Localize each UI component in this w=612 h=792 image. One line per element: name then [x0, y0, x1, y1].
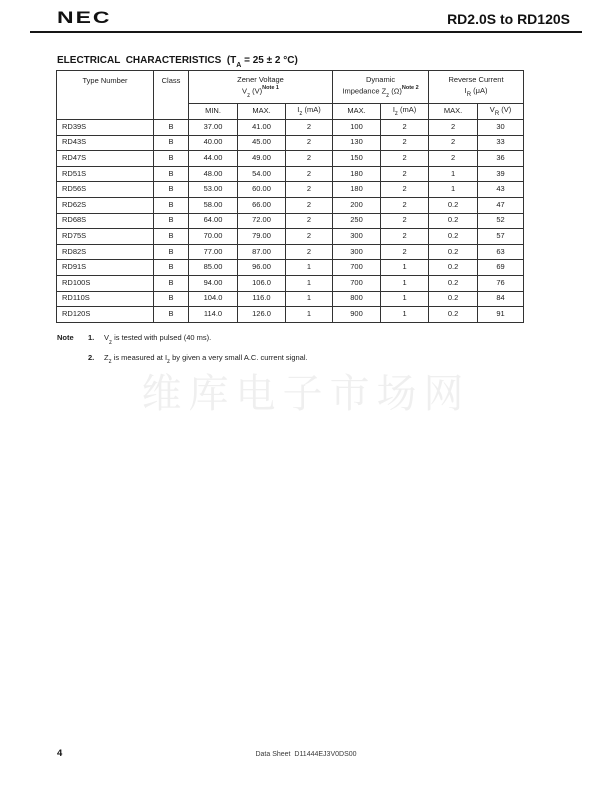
cell-value: 700	[333, 260, 381, 276]
cell-value: B	[154, 213, 189, 229]
subheader-ir-max: MAX.	[429, 104, 478, 120]
cell-value: 2	[381, 244, 429, 260]
col-header-type-number: Type Number	[57, 71, 154, 120]
cell-value: 104.0	[189, 291, 238, 307]
watermark: 维库电子市场网	[141, 372, 471, 416]
cell-type-number: RD100S	[57, 275, 154, 291]
cell-value: 1	[381, 307, 429, 323]
table-row	[57, 260, 524, 276]
table-row	[57, 291, 524, 307]
group-header-zener-voltage	[189, 71, 333, 104]
cell-value: 0.2	[429, 197, 478, 213]
cell-value: 41.00	[238, 120, 286, 136]
cell-value: 2	[381, 135, 429, 151]
section-title-condition: = 25 ± 2 °C)	[241, 55, 298, 66]
cell-type-number: RD75S	[57, 229, 154, 245]
cell-value: B	[154, 244, 189, 260]
cell-value: 94.00	[189, 275, 238, 291]
note-2-number: 2.	[88, 352, 95, 362]
cell-value: 1	[286, 275, 333, 291]
nec-logo: NEC	[57, 8, 112, 27]
table-row	[57, 120, 524, 136]
table-row	[57, 229, 524, 245]
cell-value: 180	[333, 166, 381, 182]
cell-value: 2	[381, 120, 429, 136]
page-number: 4	[57, 748, 63, 759]
cell-value: 91	[478, 307, 524, 323]
cell-value: 1	[286, 307, 333, 323]
vr-unit: (V)	[499, 104, 512, 114]
cell-value: B	[154, 135, 189, 151]
cell-value: 0.2	[429, 229, 478, 245]
cell-value: 0.2	[429, 244, 478, 260]
dynamic-unit: (Ω)	[389, 86, 402, 96]
dynamic-group-title: Dynamic	[365, 74, 396, 84]
cell-value: 1	[381, 260, 429, 276]
cell-value: 2	[429, 120, 478, 136]
iz-symbol-sub: z	[299, 111, 303, 118]
subheader-zz-max: MAX.	[333, 104, 381, 120]
iz-symbol: I	[392, 104, 395, 114]
cell-value: 2	[286, 166, 333, 182]
subheader-vz-iz	[286, 104, 333, 120]
cell-value: 300	[333, 244, 381, 260]
cell-value: 116.0	[238, 291, 286, 307]
iz-symbol-sub: z	[394, 111, 398, 118]
cell-value: 114.0	[189, 307, 238, 323]
cell-type-number: RD43S	[57, 135, 154, 151]
table-row	[57, 166, 524, 182]
note-1-body: is tested with pulsed (40 ms).	[112, 333, 212, 342]
zener-group-title: Zener Voltage	[237, 74, 284, 84]
zener-symbol: V	[242, 86, 248, 96]
table-row	[57, 307, 524, 323]
iz-symbol: I	[297, 104, 300, 114]
cell-value: B	[154, 275, 189, 291]
cell-type-number: RD82S	[57, 244, 154, 260]
cell-value: 900	[333, 307, 381, 323]
table-row	[57, 213, 524, 229]
cell-value: 2	[381, 197, 429, 213]
iz-unit: (mA)	[302, 104, 321, 114]
zener-symbol-sub: z	[247, 92, 251, 99]
cell-value: 2	[381, 151, 429, 167]
note-1-symbol: V	[104, 333, 110, 342]
cell-value: 200	[333, 197, 381, 213]
cell-value: 2	[381, 166, 429, 182]
subheader-vz-min: MIN.	[189, 104, 238, 120]
cell-value: 100	[333, 120, 381, 136]
cell-value: 150	[333, 151, 381, 167]
cell-value: 126.0	[238, 307, 286, 323]
cell-value: 48.00	[189, 166, 238, 182]
group-header-reverse-current	[429, 71, 524, 104]
section-title	[57, 55, 298, 68]
cell-value: 49.00	[238, 151, 286, 167]
cell-value: 2	[429, 151, 478, 167]
reverse-group-title: Reverse Current	[448, 74, 504, 84]
table-row	[57, 135, 524, 151]
note-1-symbol-sub: z	[109, 339, 113, 346]
cell-value: 2	[381, 182, 429, 198]
cell-value: 0.2	[429, 260, 478, 276]
cell-value: 300	[333, 229, 381, 245]
cell-type-number: RD47S	[57, 151, 154, 167]
cell-value: 69	[478, 260, 524, 276]
document-title: RD2.0S to RD120S	[447, 11, 570, 27]
cell-type-number: RD51S	[57, 166, 154, 182]
cell-value: 1	[286, 260, 333, 276]
cell-value: 2	[381, 213, 429, 229]
cell-value: 2	[286, 213, 333, 229]
cell-value: 2	[286, 151, 333, 167]
cell-value: 53.00	[189, 182, 238, 198]
cell-value: 44.00	[189, 151, 238, 167]
cell-value: 57	[478, 229, 524, 245]
cell-value: 700	[333, 275, 381, 291]
subheader-zz-iz	[381, 104, 429, 120]
cell-value: 79.00	[238, 229, 286, 245]
cell-value: B	[154, 291, 189, 307]
subheader-vz-max: MAX.	[238, 104, 286, 120]
subheader-vr	[478, 104, 524, 120]
table-row	[57, 244, 524, 260]
dynamic-symbol-sub: z	[386, 92, 390, 99]
cell-value: 39	[478, 166, 524, 182]
cell-value: 64.00	[189, 213, 238, 229]
cell-value: B	[154, 182, 189, 198]
table-row	[57, 275, 524, 291]
cell-value: 180	[333, 182, 381, 198]
cell-value: 60.00	[238, 182, 286, 198]
cell-value: 2	[286, 229, 333, 245]
cell-value: 2	[286, 197, 333, 213]
cell-value: 2	[429, 135, 478, 151]
vr-symbol: V	[489, 104, 495, 114]
note-label: Note	[57, 333, 74, 342]
cell-value: 1	[429, 182, 478, 198]
cell-value: B	[154, 260, 189, 276]
table-row	[57, 151, 524, 167]
reverse-unit: (μA)	[471, 85, 488, 95]
col-header-class: Class	[154, 71, 189, 120]
note-2-symbol: Z	[104, 352, 109, 362]
zener-unit: (V)	[250, 86, 263, 96]
note-2-body-2: by given a very small A.C. current signal.	[170, 352, 308, 362]
cell-value: 54.00	[238, 166, 286, 182]
cell-value: 52	[478, 213, 524, 229]
cell-value: 0.2	[429, 291, 478, 307]
cell-value: 0.2	[429, 275, 478, 291]
cell-value: 77.00	[189, 244, 238, 260]
dynamic-note-ref: Note 2	[401, 84, 419, 91]
cell-value: 72.00	[238, 213, 286, 229]
note-2-symbol-sub: z	[108, 359, 112, 365]
cell-value: 58.00	[189, 197, 238, 213]
cell-type-number: RD39S	[57, 120, 154, 136]
cell-value: 250	[333, 213, 381, 229]
note-1-text	[104, 330, 211, 350]
cell-type-number: RD68S	[57, 213, 154, 229]
cell-type-number: RD120S	[57, 307, 154, 323]
note-2-body-1: is measured at I	[111, 352, 168, 362]
cell-value: 800	[333, 291, 381, 307]
cell-value: 70.00	[189, 229, 238, 245]
table-row	[57, 197, 524, 213]
cell-value: 63	[478, 244, 524, 260]
cell-value: B	[154, 151, 189, 167]
cell-value: 36	[478, 151, 524, 167]
cell-value: 33	[478, 135, 524, 151]
cell-type-number: RD91S	[57, 260, 154, 276]
header-rule	[30, 31, 582, 33]
cell-value: 1	[286, 291, 333, 307]
cell-value: 96.00	[238, 260, 286, 276]
cell-type-number: RD110S	[57, 291, 154, 307]
cell-value: 0.2	[429, 213, 478, 229]
cell-value: 1	[381, 275, 429, 291]
note-1-number: 1.	[88, 333, 95, 342]
cell-value: 0.2	[429, 307, 478, 323]
cell-value: 2	[286, 135, 333, 151]
cell-type-number: RD56S	[57, 182, 154, 198]
cell-value: 87.00	[238, 244, 286, 260]
cell-value: 76	[478, 275, 524, 291]
cell-value: B	[154, 197, 189, 213]
cell-value: 2	[286, 244, 333, 260]
table-body	[57, 120, 524, 323]
reverse-symbol-sub: R	[466, 92, 472, 99]
cell-value: B	[154, 307, 189, 323]
cell-value: 66.00	[238, 197, 286, 213]
note-line-1	[57, 330, 308, 350]
cell-value: 45.00	[238, 135, 286, 151]
cell-value: 1	[381, 291, 429, 307]
cell-value: 30	[478, 120, 524, 136]
cell-value: 37.00	[189, 120, 238, 136]
characteristics-table-wrap	[56, 70, 524, 323]
section-title-subscript: A	[236, 62, 242, 69]
reverse-symbol: I	[464, 85, 467, 95]
dynamic-symbol: Impedance Z	[342, 86, 387, 96]
iz-unit: (mA)	[397, 104, 417, 114]
cell-value: 2	[381, 229, 429, 245]
cell-value: B	[154, 229, 189, 245]
vr-symbol-sub: R	[494, 111, 500, 118]
cell-value: 2	[286, 182, 333, 198]
cell-value: B	[154, 166, 189, 182]
cell-value: 43	[478, 182, 524, 198]
table-row	[57, 182, 524, 198]
cell-value: 1	[429, 166, 478, 182]
section-title-main: ELECTRICAL CHARACTERISTICS (T	[57, 55, 237, 66]
note-2-iz-sub: z	[167, 359, 171, 365]
cell-value: 84	[478, 291, 524, 307]
cell-value: 130	[333, 135, 381, 151]
cell-value: 47	[478, 197, 524, 213]
footer-doc-id: Data Sheet D11444EJ3V0DS00	[255, 751, 357, 758]
group-header-dynamic-impedance	[333, 71, 429, 104]
cell-value: 2	[286, 120, 333, 136]
cell-value: 106.0	[238, 275, 286, 291]
cell-value: 85.00	[189, 260, 238, 276]
cell-value: B	[154, 120, 189, 136]
cell-value: 40.00	[189, 135, 238, 151]
characteristics-table	[56, 70, 524, 323]
cell-type-number: RD62S	[57, 197, 154, 213]
zener-note-ref: Note 1	[262, 84, 279, 91]
